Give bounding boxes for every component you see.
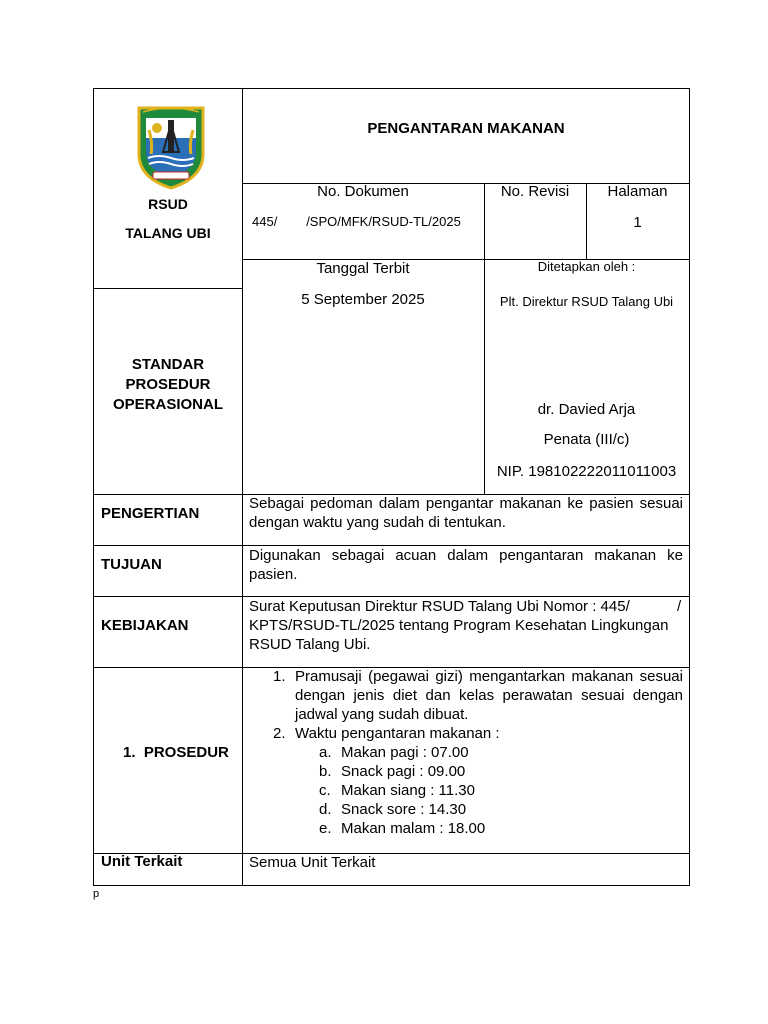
- prosedur-label: 1. PROSEDUR: [123, 744, 229, 761]
- table-border-right: [689, 88, 690, 886]
- kebijakan-line2: KPTS/RSUD-TL/2025 tentang Program Kesehatan Lingkungan: [249, 617, 669, 634]
- pengertian-label: PENGERTIAN: [101, 505, 200, 522]
- step-1-text: Pramusaji (pegawai gizi) mengantarkan makanan sesuai dengan jenis diet dan kelas perawatan sesuai dengan jadwal yang sudah dibuat.: [295, 668, 683, 723]
- logo: [133, 104, 209, 190]
- schedule-text: Snack sore : 14.30: [341, 801, 467, 818]
- sop-title-line2: PROSEDUR: [125, 376, 211, 393]
- doc-number-label: No. Dokumen: [317, 183, 409, 200]
- logo-cell-divider: [93, 288, 243, 289]
- schedule-text: Makan pagi : 07.00: [341, 744, 469, 761]
- kebijakan-line1: Surat Keputusan Direktur RSUD Talang Ubi Nomor : 445/: [249, 598, 630, 615]
- schedule-letter: b.: [319, 763, 332, 780]
- footer-stray-char: p: [93, 888, 100, 900]
- tujuan-text: Digunakan sebagai acuan dalam pengantaran makanan ke pasien.: [249, 547, 683, 583]
- kebijakan-label: KEBIJAKAN: [101, 617, 189, 634]
- schedule-text: Snack pagi : 09.00: [341, 763, 466, 780]
- sop-title-line3: OPERASIONAL: [112, 396, 223, 413]
- approver-nip: NIP. 198102222011011003: [496, 463, 677, 480]
- unit-label: Unit Terkait: [101, 853, 183, 870]
- schedule-text: Makan malam : 18.00: [341, 820, 486, 837]
- tujuan-label: TUJUAN: [101, 556, 162, 573]
- approver-rank: Penata (III/c): [543, 431, 630, 448]
- schedule-text: Makan siang : 11.30: [341, 782, 475, 799]
- kebijakan-line3: RSUD Talang Ubi.: [249, 636, 371, 653]
- schedule-letter: a.: [319, 744, 332, 761]
- step-2-number: 2.: [273, 725, 286, 742]
- doc-number-value: 445/ /SPO/MFK/RSUD-TL/2025: [252, 214, 461, 229]
- issue-date-label: Tanggal Terbit: [316, 260, 410, 277]
- table-border-bottom: [93, 885, 690, 886]
- revision-label: No. Revisi: [500, 183, 570, 200]
- org-location: TALANG UBI: [125, 225, 211, 241]
- approver-position: Plt. Direktur RSUD Talang Ubi: [499, 294, 674, 309]
- step-1-number: 1.: [273, 668, 286, 685]
- table-border-top: [93, 88, 690, 89]
- regency-emblem-icon: [133, 104, 209, 190]
- approved-by-label: Ditetapkan oleh :: [537, 259, 636, 274]
- pengertian-text: Sebagai pedoman dalam pengantar makanan ke pasien sesuai dengan waktu yang sudah di tentukan.: [249, 495, 683, 531]
- schedule-letter: c.: [319, 782, 331, 799]
- step-2-text: Waktu pengantaran makanan :: [295, 725, 500, 742]
- page-label: Halaman: [607, 183, 668, 200]
- issue-date-value: 5 September 2025: [301, 291, 425, 308]
- unit-text: Semua Unit Terkait: [249, 854, 376, 871]
- schedule-letter: d.: [319, 801, 332, 818]
- approver-name: dr. Davied Arja: [537, 401, 636, 418]
- org-name: RSUD: [148, 196, 188, 212]
- kebijakan-line1-slash: /: [677, 598, 682, 615]
- page-value: 1: [633, 214, 642, 231]
- sop-title-line1: STANDAR: [131, 356, 205, 373]
- schedule-letter: e.: [319, 820, 332, 837]
- document-title: PENGANTARAN MAKANAN: [367, 120, 565, 137]
- row-divider-unit: [93, 853, 690, 854]
